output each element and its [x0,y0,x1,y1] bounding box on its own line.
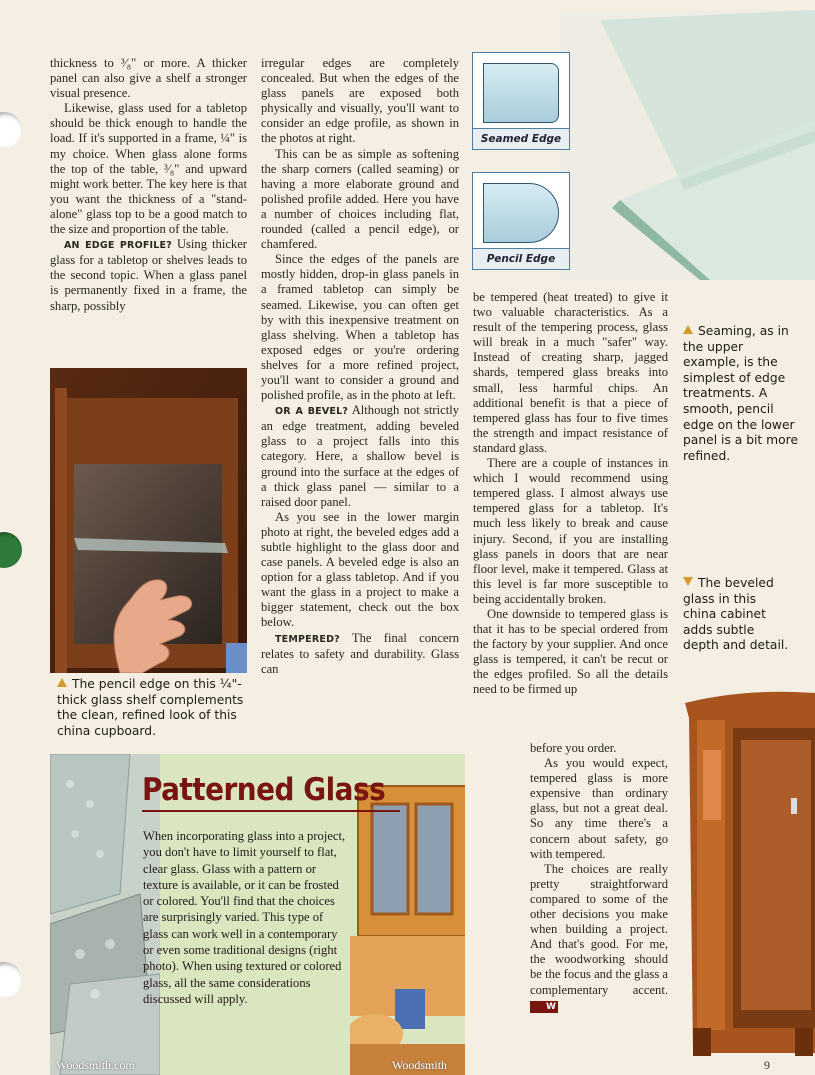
sidebar-title-rule [142,810,400,812]
seamed-edge-diagram [472,52,570,150]
patterned-glass-sidebar [50,754,465,1075]
binder-hole-top [0,112,22,148]
col1-paragraph-1: thickness to ³⁄₈" or more. A thicker panel can also give a shelf a stronger visual presence. [50,56,247,101]
triangle-down-icon [683,577,693,586]
china-cabinet-photo [675,688,815,1063]
col2-paragraph-4: OR A BEVEL? Although not strictly an edge treatment, adding beveled glass to a project falls into this category. Here, a shallow bevel is ground into the surface at the edges of a thick glass panel — similar to a raised door panel. [261,403,459,509]
col3-paragraph-4: As you would expect, tempered glass is more expensive than ordinary glass, but not a great deal. So any time there's a concern about safety, go with tempered. [530,756,668,861]
footer-website: Woodsmith.com [56,1058,135,1072]
sidebar-body: When incorporating glass into a project, you don't have to limit yourself to flat, clear glass. Glass with a pattern or texture is available, or it can be frosted or colored. You'll find that the choices are surprisingly varied. This type of glass can work well in a contemporary or even some traditional designs (right photo). When using textured or colored glass, all the same considerations discussed will apply. [143,829,346,1006]
binder-hole-middle [0,532,22,568]
seamed-edge-label: Seamed Edge [473,128,569,149]
column-2-text [261,56,459,677]
runin-tempered: TEMPERED? [275,633,340,645]
cupboard-caption: The pencil edge on this ¼"-thick glass shelf complements the clean, refined look of this china cupboard. [57,677,244,738]
col2-paragraph-1: irregular edges are completely concealed. But when the edges of the glass panels are exposed both physically and visually, you'll want to consider an edge profile, as shown in the photos at right. [261,56,459,146]
col2-paragraph-3: Since the edges of the panels are mostly hidden, drop-in glass panels in a framed tabletop can simply be seamed. Likewise, you can often get by with this inexpensive treatment on glass shelving. When a tabletop has exposed edges or you're ordering shelves for a more refined project, you'll want to consider a ground and polished profile, as in the photo at left. [261,252,459,403]
col1-paragraph-3 [50,237,247,313]
col3-paragraph-3: One downside to tempered glass is that it has to be special ordered from the factory by your supplier. And once glass is tempered, it can't be recut or the edges profiled. So all the details need to be firmed up [473,606,668,697]
glass-panels-photo [560,10,815,280]
page-number: 9 [764,1058,770,1072]
pencil-edge-label: Pencil Edge [473,248,569,269]
col2-paragraph-5: As you see in the lower margin photo at right, the beveled edges add a subtle highlight to the glass door and case panels. A beveled edge is also an option for a glass tabletop. And if you want the glass in a project to make a bigger statement, check out the box below. [261,509,459,630]
col3-paragraph-5: The choices are really pretty straightforward compared to some of the other decisions you make when building a project. And that's good. For me, the woodworking should be the focus and the glass a complementary accent. W [530,861,668,1012]
binder-hole-bottom [0,962,22,998]
triangle-up-icon [57,678,67,687]
column-1-text [50,56,247,314]
runin-edge-profile: AN EDGE PROFILE? [64,240,172,252]
runin-bevel: OR A BEVEL? [275,406,349,418]
sidebar-title: Patterned Glass [142,772,386,808]
col3-paragraph-1: be tempered (heat treated) to give it two valuable characteristics. As a result of the tempering process, glass will break in a much "safer" way. Instead of creating sharp, jagged shards, tempered glass breaks into small, less harmful chips. An additional benefit is that a piece of tempered glass has four to five times the strength and impact resistance of standard glass. [473,290,668,455]
col2-paragraph-6: TEMPERED? The final concern relates to safety and durability. Glass can [261,630,459,676]
col1-paragraph-3-text: Using thicker glass for a tabletop or shelves leads to the second topic. When a glass panel is permanently fixed in a frame, the sharp, possibly [50,237,247,313]
col2-paragraph-2: This can be as simple as softening the sharp corners (called seaming) or having a more elaborate ground and polished profile added. Here you have a number of choices including flat, rounded (called a pencil edge), or chamfered. [261,146,459,252]
col3-paragraph-3-end: before you order. [530,741,617,755]
end-mark-icon: W [530,1001,558,1013]
pencil-edge-diagram [472,172,570,270]
col1-paragraph-2: Likewise, glass used for a tabletop should be thick enough to handle the load. If it's supported in a frame, ¼" is my choice. When glass alone forms the top of the table, ³⁄₈" and upward might work better. The key here is that you want the thickness of a "stand-alone" glass top to be a good match to the size and proportion of the table. [50,101,247,237]
col3-paragraph-2: There are a couple of instances in which I would recommend using tempered glass. I almost always use tempered glass for a tabletop. It's much less likely to break and cause injury. Second, if you are installing glass panels in doors that are near floor level, make it tempered. Glass at this level is far more susceptible to being accidentally broken. [473,456,668,606]
triangle-up-icon [683,325,693,334]
pencil-edge-shape [483,183,559,243]
column-3-text [473,290,668,698]
seamed-edge-shape [483,63,559,123]
seaming-caption: Seaming, as in the upper example, is the simplest of edge treatments. A smooth, pencil edge on the lower panel is a bit more refined. [683,324,799,463]
column-3-lower-text [530,741,668,1013]
footer-brand: Woodsmith [392,1058,448,1072]
beveled-caption: The beveled glass in this china cabinet adds subtle depth and detail. [683,576,789,653]
cupboard-shelf-photo [50,368,247,673]
